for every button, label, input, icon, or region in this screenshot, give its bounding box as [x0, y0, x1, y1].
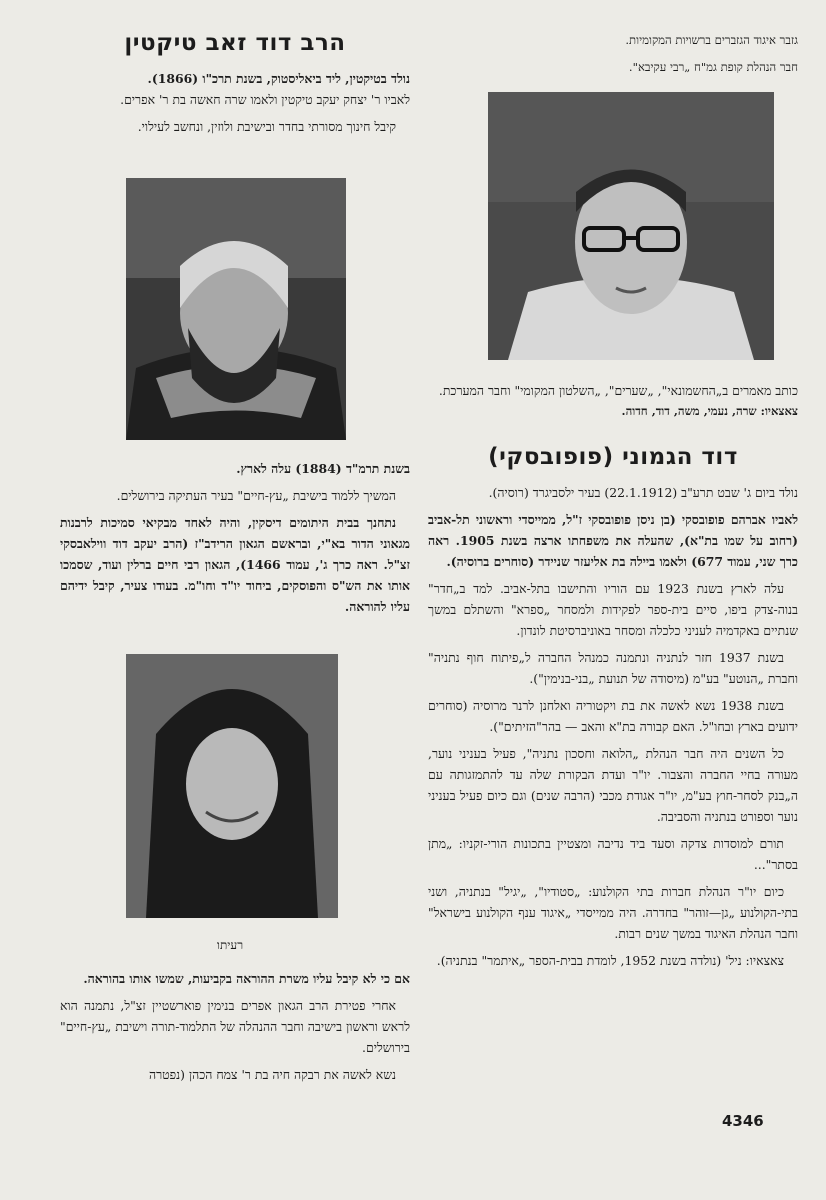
portrait-man-glasses-image	[488, 92, 774, 360]
left-column	[60, 30, 410, 143]
hegmoni-paragraph-9: צאצאיו: ניל' (נולדה בשנת 1952, לומדת בבית-הספר „איתמר" בנתניה).	[436, 953, 784, 968]
hegmoni-paragraph-6: כל השנים היה חבר הנהלת „הלואה וחסכון נתניה", פעיל בעניני נוער, מעורה בחיי החברה והצבור. יו"ר ועדת הבקורת שלה עד להתמזגותה עם ה„בנק לסחר-חוץ בע"מ, יו"ר אגודת מכבי (הרבה שנים) וגם כיום פעיל בעניני נוער וספורט בנתניה והסביבה.	[428, 746, 798, 824]
right-top-line-1: גזבר איגוד הגזברים ברשויות המקומיות.	[625, 33, 798, 47]
portrait-wife-image	[126, 654, 338, 918]
hegmoni-paragraph-4: בשנת 1937 חזר לנתניה ונתמנה כמנהל החברה ל„פיתוח חוף נתניה" וחברת „הנוטע" בע"מ (מיסודה של תנועת „בני-בנימין").	[428, 650, 798, 686]
writes-text: כותב מאמרים ב„החשמונאי", „שערים", „השלטון המקומי" וחבר המערכת.	[438, 383, 798, 398]
hegmoni-paragraph-3: עלה לארץ בשנת 1923 עם הוריו והתישבו בתל-אביב. למד ב„חדר" בנוה-צדק ביפו, סיים בית-ספר לפקידות ולמסחר „ספרא" והשתלם במשך שנתיים באקדמיה לעניני כלכלה ומסחר באוניברסיטת לונדון.	[428, 581, 798, 638]
tiktin-intro-2: לאביו ר' יצחק יעקב טיקטין ולאמו שרה חאשה בת ר' אפרים.	[120, 92, 410, 107]
tiktin-after-1: אם כי לא קיבל עליו משרת ההוראה בקביעות, שמשו אותו בהוראה.	[83, 971, 410, 986]
tiktin-paragraph-2: המשיך ללמוד בישיבת „עץ-חיים" בעיר העתיקה בירושלים.	[116, 488, 396, 503]
section-heading-hegmoni: דוד הגמוני (פופובסקי)	[488, 444, 738, 470]
hegmoni-paragraph-7: תורם למוסדות צדקה וסעד ביד נדיבה ומצטיין בתכונות הורי-זקניו: „מתן בסתר"...	[428, 836, 798, 872]
right-column-middle	[428, 380, 798, 977]
page-number: 4346	[722, 1112, 764, 1130]
portrait-rabbi-image	[126, 178, 346, 440]
wife-photo-caption: רעיתו	[216, 938, 244, 952]
right-top-line-2: חבר הנהלת קופת גמ"ח „רבי עקיבא".	[628, 60, 798, 74]
tiktin-paragraph-3: נתחנך בבית היתומים דיסקין, והיה לאחד מבקיאי סמיכות לרבנות מגאוני הדור בא"י, ובראשם הגאון הרידב"ז (הרב יעקב דוד ווילאבסקי זצ"ל. ראה כרך ג', עמוד 1466), הגאון רבי חיים ברלין ועוד, שסמכו אותו את הש"ס והפוסקים, ביחוד יו"ד וחו"מ. בעודו צעיר, קיבל ידיהם עליו להוראה.	[60, 515, 410, 614]
portrait-photo-rabbi	[126, 178, 346, 440]
tiktin-paragraph-1: בשנת תרמ"ד (1884) עלה לארץ.	[236, 461, 410, 476]
descendants-text: צאצאיו: שרה, נעמי, משה, דוד, חדוה.	[621, 404, 798, 418]
right-column	[428, 30, 798, 78]
hegmoni-paragraph-2: לאביו אברהם פופובסקי (בן ניסן פופובסקי ז"ל, ממייסדי וראשוני תל-אביב (רחוב על שמו בת"א), שהעלה את משפחתו ארצה בשנת 1905. ראה כרך שני, עמוד 677) ולאמו ביילה בת אליעזר שניידר (סוחרים ברוסיה).	[428, 512, 798, 569]
tiktin-intro-3: קיבל חינוך מסורתי בחדר ובישיבת ולוזין, ונחשב לעילוי.	[137, 119, 396, 134]
left-column-bottom	[60, 968, 410, 1091]
section-heading-tiktin: הרב דוד זאב טיקטין	[124, 30, 346, 56]
portrait-photo-wife	[126, 654, 338, 918]
left-column-middle	[60, 458, 410, 623]
tiktin-intro-1: נולד בטיקטין, ליד ביאליסטוק, בשנת תרכ"ו (1866).	[147, 71, 410, 86]
tiktin-after-2: אחרי פטירת הרב הגאון אפרים בנימין פוארשטיין זצ"ל, נתמנה הוא לראש וראשון בישיבה וחבר ההנהלה של התלמוד-תורה וישיבת „עץ-חיים" בירושלים.	[60, 998, 410, 1055]
hegmoni-paragraph-1: נולד ביום ג' שבט תרע"ב (22.1.1912) בעיר ילסביגרד (רוסיה).	[488, 485, 798, 500]
portrait-photo-man-glasses	[488, 92, 774, 360]
hegmoni-paragraph-8: כיום יו"ר הנהלת חברות בתי הקולנוע: „סטודיו", „יגיל" בנתניה, ושני בתי-הקולנוע „גן—זוהר" בחדרה. היה ממייסדי „איגוד ענף הקולנוע בישראל" וחבר הנהלת האיגוד במשך שנים רבות.	[428, 884, 798, 941]
tiktin-after-3: נשא לאשה את רבקה חיה בת ר' צמח הכהן (נפטרה	[148, 1067, 396, 1082]
hegmoni-paragraph-5: בשנת 1938 נשא לאשה את בת ויקטוריה ואלחנן לרנר מרוסיה (סוחרים ידועים בארץ ובחו"ל. האם קבורה בת"א והאב — בהר"הזיתים").	[428, 698, 798, 734]
